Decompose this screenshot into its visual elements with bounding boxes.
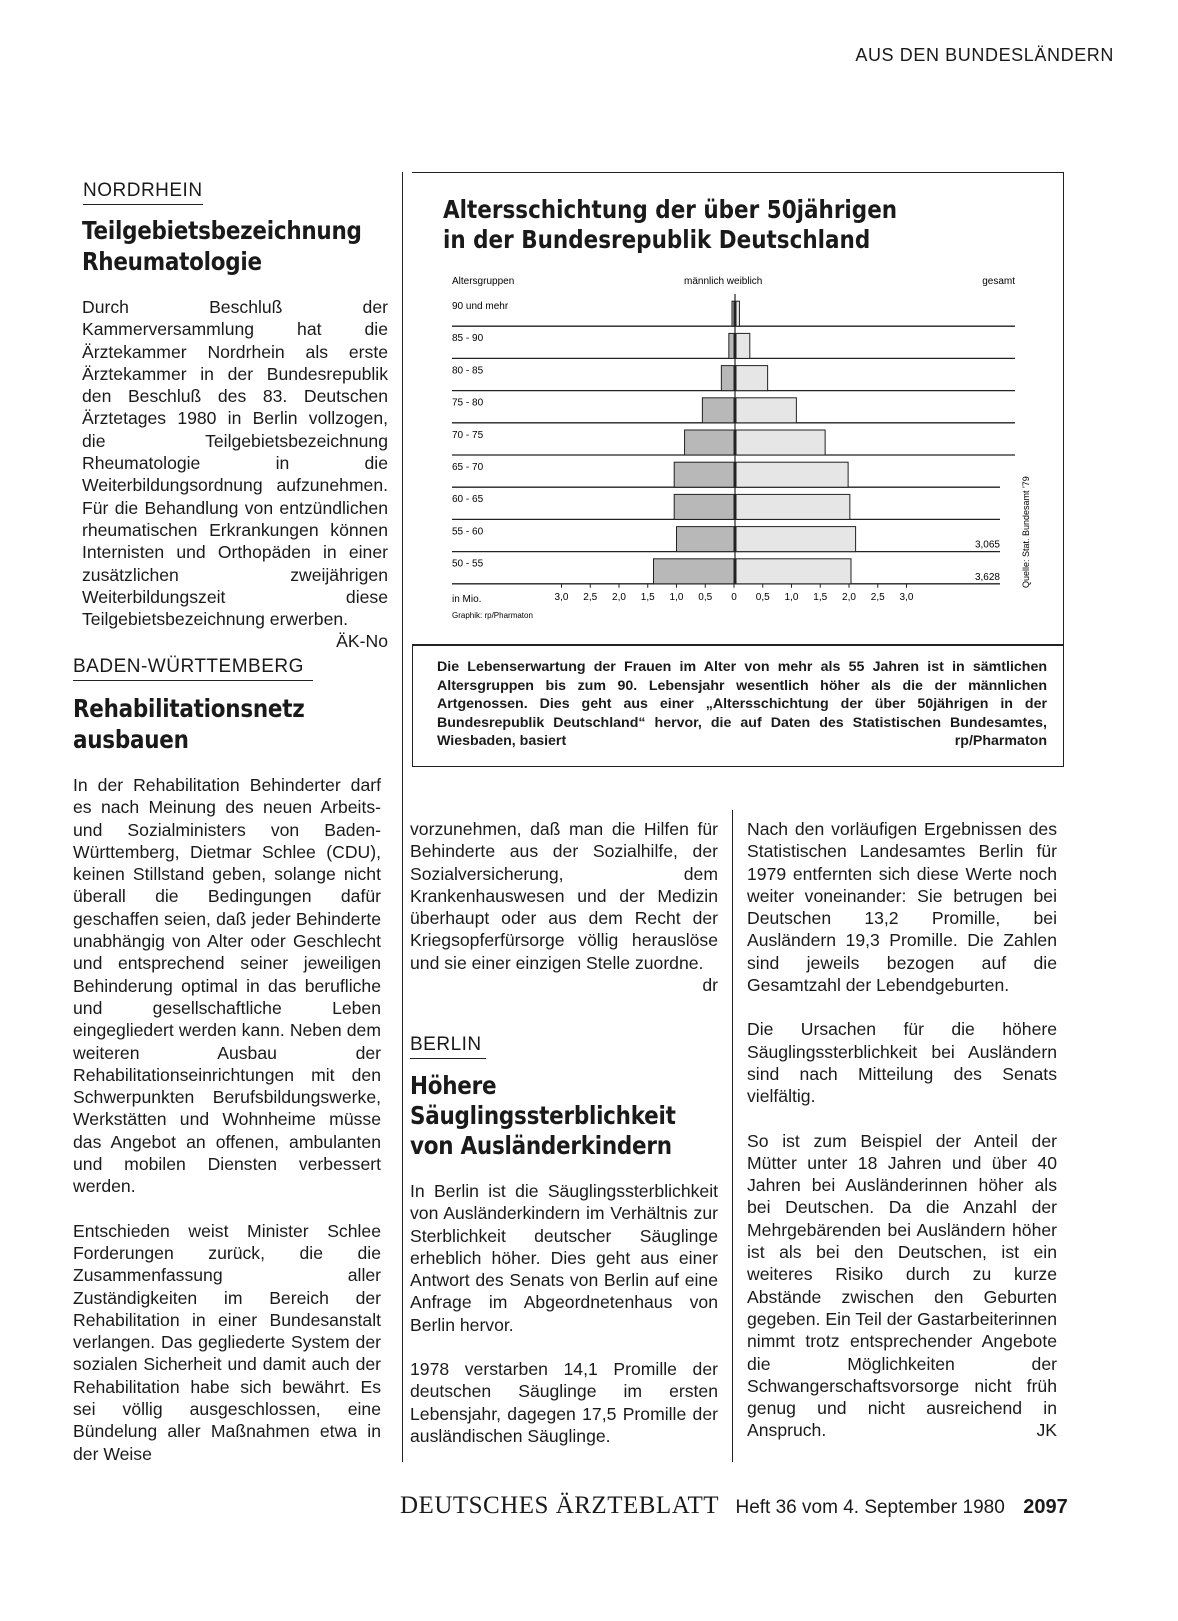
running-head: AUS DEN BUNDESLÄNDERN [855, 45, 1114, 65]
article-continuation [410, 818, 718, 996]
article-body [73, 774, 381, 1487]
bars-group [452, 301, 1015, 584]
page-footer [400, 1492, 1068, 1520]
age-group-label: 70 - 75 [452, 429, 484, 441]
bar-male [685, 430, 734, 455]
bar-female [736, 366, 768, 391]
caption-text: Die Lebenserwartung der Frauen im Alter von mehr als 55 Jahren ist in sämtlichen Altersgruppen bis zum 90. Lebensjahr wesentlich höher als die der männlichen Artgenossen. Dies geht aus einer „Altersschichtung der über 50jährigen in der Bundesrepublik Deutschland“ hervor, die auf Daten des Statistischen Bundesamtes, Wiesbaden, basiert [437, 659, 1047, 749]
region-label-baden-wuerttemberg: BADEN-WÜRTTEMBERG [73, 656, 313, 681]
source-note: Quelle: Stat. Bundesamt '79 [1021, 476, 1031, 588]
bar-female [736, 527, 856, 552]
header-altersgruppen: Altersgruppen [452, 276, 515, 287]
figure-caption [412, 645, 1064, 767]
paragraph: In der Rehabilitation Behinderter darf es nach Meinung des neuen Arbeits- und Sozialministers von Baden-Württemberg, Dietmar Schlee (CDU), keinen Stillstand geben, solange nicht überall die Bedingungen dafür geschaffen seien, daß jeder Behinderte unabhängig von Alter oder Geschlecht und entsprechend seiner jeweiligen Behinderung optimal in das berufliche und gesellschaftliche Leben eingegliedert werden kann. Neben dem weiteren Ausbau der Rehabilitationseinrichtungen mit den Schwerpunkten Berufsbildungswerke, Werkstätten und Wohnheime müsse das Angebot an offenen, ambulanten und mobilen Diensten verbessert werden. [73, 775, 381, 1197]
bar-female [736, 430, 825, 455]
age-group-label: 50 - 55 [452, 558, 484, 570]
headline-line-1: Rehabilitationsnetz [73, 694, 305, 723]
column-rule [732, 810, 733, 1462]
age-group-label: 65 - 70 [452, 462, 484, 473]
article-body [82, 296, 388, 653]
unit-label: in Mio. [452, 594, 482, 605]
paragraph: vorzunehmen, daß man die Hilfen für Behinderte aus der Sozialhilfe, der Sozialversicherung, dem Krankenhauswesen und der Medizin überhaupt oder aus dem Recht der Kriegsopferfürsorge völlig herauslöse und sie einer einzigen Stelle zuordne. [410, 819, 718, 973]
article-signature: JK [1036, 1420, 1057, 1441]
region-label-nordrhein: NORDRHEIN [83, 180, 203, 205]
bar-male [677, 527, 735, 552]
paragraph: 1978 verstarben 14,1 Promille der deutschen Säuglinge im ersten Lebensjahr, dagegen 17,5 Promille der ausländischen Säuglinge. [410, 1359, 718, 1446]
masthead: DEUTSCHES ÄRZTEBLATT [400, 1492, 720, 1519]
headline-line-1: Höhere [410, 1071, 497, 1100]
issue-info: Heft 36 vom 4. September 1980 [735, 1497, 1005, 1518]
bar-female [736, 494, 850, 519]
paragraph [747, 1130, 1057, 1442]
age-group-label: 80 - 85 [452, 365, 484, 377]
bar-female [736, 398, 796, 423]
bar-female [736, 333, 750, 358]
region-label-berlin: BERLIN [410, 1034, 486, 1059]
article-continuation [747, 818, 1057, 1442]
age-group-label: 75 - 80 [452, 397, 484, 409]
age-group-label: 55 - 60 [452, 526, 484, 538]
x-tick-label: 2,0 [842, 591, 856, 603]
x-tick-label: 3,0 [899, 591, 914, 603]
paragraph: Entschieden weist Minister Schlee Forderungen zurück, die die Zusammenfassung aller Zuständigkeiten im Bereich der Rehabilitation in einer Bundesanstalt verlangen. Das gegliederte System der sozialen Sicherheit und damit auch der Rehabilitation habe sich bewährt. Es sei völlig ausgeschlossen, eine Bündelung aller Maßnahmen etwa in der Weise [73, 1220, 381, 1464]
chart-title-line-2: in der Bundesrepublik Deutschland [443, 225, 871, 254]
headline-line-1: Teilgebietsbezeichnung [82, 216, 362, 245]
bar-male [674, 494, 734, 519]
x-tick-label: 2,5 [583, 591, 598, 603]
bar-female [736, 559, 851, 584]
graphic-credit: Graphik: rp/Pharmaton [452, 611, 533, 620]
total-label: 3,628 [974, 571, 1000, 583]
x-tick-label: 2,0 [612, 591, 626, 603]
x-tick-label: 1,0 [784, 591, 799, 603]
bar-female [736, 462, 848, 487]
population-pyramid-chart [412, 268, 1052, 628]
article-body [410, 1180, 718, 1469]
headline-line-2: Säuglingssterblichkeit [410, 1101, 676, 1130]
bar-male [729, 333, 734, 358]
headline-line-3: von Ausländerkindern [410, 1131, 672, 1160]
age-group-label: 90 und mehr [452, 301, 509, 312]
x-tick-label: 1,5 [813, 591, 828, 603]
paragraph: In Berlin ist die Säuglingssterblichkeit von Ausländerkindern im Verhältnis zur Sterblichkeit deutscher Säuglinge erheblich höher. Dies geht aus einer Antwort des Senats von Berlin auf eine Anfrage im Abgeordnetenhaus von Berlin hervor. [410, 1181, 718, 1335]
x-tick-label: 0,5 [698, 591, 713, 603]
bar-female [736, 301, 739, 326]
headline-line-2: ausbauen [73, 725, 189, 754]
article-signature: dr [702, 975, 718, 996]
column-rule [402, 172, 403, 1462]
x-tick-label: 0 [731, 591, 737, 603]
x-tick-label: 3,0 [554, 591, 569, 603]
paragraph-text: So ist zum Beispiel der Anteil der Mütter unter 18 Jahren und über 40 Jahren bei Ausländerinnen höher als bei Deutschen. Da die Anzahl der Mehrgebärenden bei Ausländern höher ist als bei den Deutschen, ist ein weiteres Risiko durch zu kurze Abstände zwischen den Geburten gegeben. Ein Teil der Gastarbeiterinnen nimmt trotz entsprechender Angebote die Möglichkeiten der Schwangerschaftsvorsorge nicht früh genug und nicht ausreichend in Anspruch. [747, 1130, 1057, 1441]
age-group-label: 60 - 65 [452, 494, 484, 506]
age-group-label: 85 - 90 [452, 333, 484, 345]
chart-title-line-1: Altersschichtung der über 50jährigen [443, 195, 898, 224]
bar-male [674, 462, 734, 487]
headline-line-2: Rheumatologie [82, 247, 262, 276]
x-tick-label: 1,5 [640, 591, 655, 603]
header-gesamt: gesamt [982, 276, 1015, 287]
caption-credit: rp/Pharmaton [954, 733, 1047, 749]
paragraph: Nach den vorläufigen Ergebnissen des Statistischen Landesamtes Berlin für 1979 entfernten sich diese Werte noch weiter voneinander: Sie betrugen bei Deutschen 13,2 Promille, bei Ausländern 19,3 Promille. Die Zahlen sind jeweils bezogen auf die Gesamtzahl der Lebendgeburten. [747, 819, 1057, 996]
x-tick-label: 0,5 [755, 591, 770, 603]
page-number: 2097 [1023, 1496, 1068, 1518]
article-text: Durch Beschluß der Kammerversammlung hat die Ärztekammer Nordrhein als erste Ärztekammer in der Bundesrepublik den Beschluß des 83. Deutschen Ärztetages 1980 in Berlin vollzogen, die Teilgebietsbezeichnung Rheumatologie in die Weiterbildungsordnung aufzunehmen. Für die Behandlung von entzündlichen rheumatischen Erkrankungen können Internisten und Orthopäden in einer zusätzlichen zweijährigen Weiterbildungszeit diese Teilgebietsbezeichnung erwerben. [82, 297, 388, 630]
article-signature: ÄK-No [336, 631, 388, 652]
x-tick-label: 2,5 [870, 591, 885, 603]
bar-male [732, 301, 734, 326]
total-label: 3,065 [974, 539, 1000, 551]
header-geschlecht: männlich weiblich [684, 276, 763, 287]
x-tick-label: 1,0 [669, 591, 684, 603]
paragraph: Die Ursachen für die höhere Säuglingssterblichkeit bei Ausländern sind nach Mitteilung des Senats vielfältig. [747, 1019, 1057, 1107]
bar-male [702, 398, 734, 423]
bar-male [721, 366, 734, 391]
bar-male [654, 559, 735, 584]
